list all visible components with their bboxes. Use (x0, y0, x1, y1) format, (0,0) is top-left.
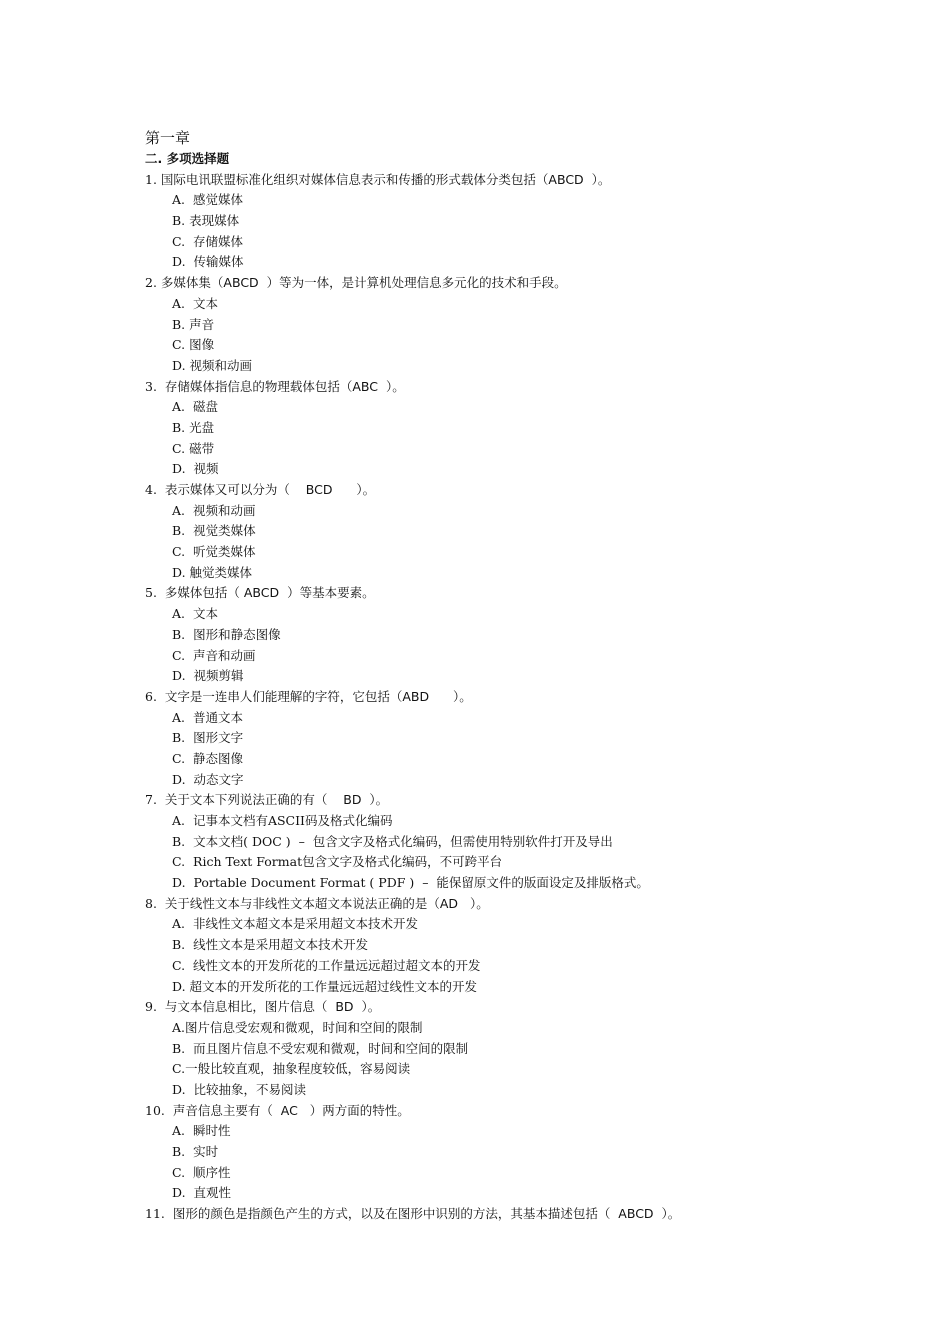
option-item: A. 非线性文本超文本是采用超文本技术开发 (172, 916, 418, 932)
answer-key: ABCD (243, 585, 280, 601)
option-item: B. 表现媒体 (172, 213, 240, 229)
option-item: C. 顺序性 (172, 1164, 231, 1180)
question-text-end: ）。 (583, 171, 611, 187)
section-heading: 二. 多项选择题 (145, 151, 230, 166)
answer-key: AD (439, 895, 459, 911)
document-page (145, 127, 865, 1225)
question-9 (145, 997, 865, 1018)
answer-key: ABD (402, 688, 430, 704)
question-11 (145, 1204, 865, 1225)
question-text: 1. 国际电讯联盟标准化组织对媒体信息表示和传播的形式载体分类包括（ (145, 171, 549, 187)
option-item: D. 视频和动画 (172, 357, 253, 373)
question-text-end: ）等基本要素。 (279, 585, 375, 601)
question-text-end: ）。 (429, 688, 472, 704)
option-item: B. 文本文档( DOC ) – 包含文字及格式化编码，但需使用特别软件打开及导出 (172, 833, 613, 849)
question-6 (145, 687, 865, 708)
question-text: 2. 多媒体集（ (145, 275, 224, 291)
option-item: C. 静态图像 (172, 750, 244, 766)
option-item: C. 线性文本的开发所花的工作量远远超过超文本的开发 (172, 957, 481, 973)
option-item: A. 瞬时性 (172, 1123, 231, 1139)
question-text: 4. 表示媒体又可以分为（ (145, 482, 306, 497)
option-item: B. 声音 (172, 316, 215, 332)
option-item: A.图片信息受宏观和微观，时间和空间的限制 (172, 1019, 423, 1035)
answer-key: ABCD (548, 171, 584, 187)
question-2 (145, 273, 865, 294)
question-text-end: ）等为一体，是计算机处理信息多元化的技术和手段。 (258, 275, 567, 291)
question-text: 7. 关于文本下列说法正确的有（ (145, 792, 344, 808)
answer-key: AC (280, 1102, 298, 1118)
answer-key: ABC (352, 378, 379, 394)
question-text-end: ）。 (458, 895, 489, 911)
question-8 (145, 894, 865, 915)
option-item: D. 视频 (172, 461, 219, 477)
option-item: B. 图形文字 (172, 730, 244, 746)
option-item: B. 光盘 (172, 419, 215, 435)
answer-key: ABCD (223, 275, 259, 291)
question-7 (145, 790, 865, 811)
option-item: D. 触觉类媒体 (172, 564, 253, 580)
option-item: B. 线性文本是采用超文本技术开发 (172, 937, 369, 953)
option-item: D. 超文本的开发所花的工作量远远超过线性文本的开发 (172, 978, 478, 994)
question-text: 5. 多媒体包括（ (145, 585, 244, 601)
question-text-end: ）。 (361, 792, 389, 808)
option-item: D. 动态文字 (172, 771, 244, 787)
question-text: 11. 图形的颜色是指颜色产生的方式，以及在图形中识别的方法，其基本描述包括（ (145, 1206, 619, 1222)
question-text: 8. 关于线性文本与非线性文本超文本说法正确的是（ (145, 895, 440, 911)
answer-key: BCD (305, 482, 333, 497)
question-1 (145, 170, 865, 191)
option-item: C. 听觉类媒体 (172, 544, 256, 560)
option-item: D. 直观性 (172, 1185, 231, 1201)
answer-key: BD (335, 999, 354, 1015)
question-4 (145, 480, 865, 501)
question-text: 3. 存储媒体指信息的物理载体包括（ (145, 378, 353, 394)
question-text: 6. 文字是一连串人们能理解的字符，它包括（ (145, 688, 403, 704)
option-item: C. 磁带 (172, 440, 215, 456)
option-item: D. 传输媒体 (172, 254, 244, 270)
option-item: A. 感觉媒体 (172, 192, 243, 208)
question-text-end: ）两方面的特性。 (297, 1102, 410, 1118)
question-text: 10. 声音信息主要有（ (145, 1102, 281, 1118)
chapter-title: 第一章 (145, 129, 191, 147)
option-item: C. 声音和动画 (172, 647, 256, 663)
question-text-end: ）。 (353, 999, 381, 1015)
question-text: 9. 与文本信息相比，图片信息（ (145, 999, 336, 1015)
option-item: A. 普通文本 (172, 709, 243, 725)
option-item: B. 实时 (172, 1144, 219, 1159)
question-list (145, 170, 865, 1225)
option-item: C.一般比较直观，抽象程度较低，容易阅读 (172, 1061, 411, 1077)
option-item: A. 文本 (172, 295, 218, 311)
option-item: A. 记事本文档有ASCII码及格式化编码 (172, 813, 393, 828)
option-item: B. 而且图片信息不受宏观和微观，时间和空间的限制 (172, 1040, 469, 1056)
option-item: A. 磁盘 (172, 399, 218, 415)
option-item: B. 视觉类媒体 (172, 523, 256, 539)
question-text-end: ）。 (378, 378, 405, 394)
question-10 (145, 1101, 865, 1122)
question-text-end: ）。 (653, 1206, 681, 1222)
option-item: B. 图形和静态图像 (172, 626, 281, 642)
option-item: D. 视频剪辑 (172, 668, 244, 684)
option-item: A. 文本 (172, 606, 218, 622)
answer-key: ABCD (618, 1206, 654, 1222)
option-item: D. Portable Document Format ( PDF ) – 能保留原文件的版面设定及排版格式。 (172, 875, 649, 891)
option-item: C. 图像 (172, 337, 215, 353)
question-3 (145, 377, 865, 398)
option-item: C. 存储媒体 (172, 233, 244, 249)
answer-key: BD (343, 792, 362, 808)
option-item: A. 视频和动画 (172, 502, 256, 518)
option-item: D. 比较抽象，不易阅读 (172, 1081, 306, 1097)
option-item: C. Rich Text Format包含文字及格式化编码，不可跨平台 (172, 854, 503, 870)
question-text-end: ）。 (332, 482, 376, 497)
question-5 (145, 583, 865, 604)
